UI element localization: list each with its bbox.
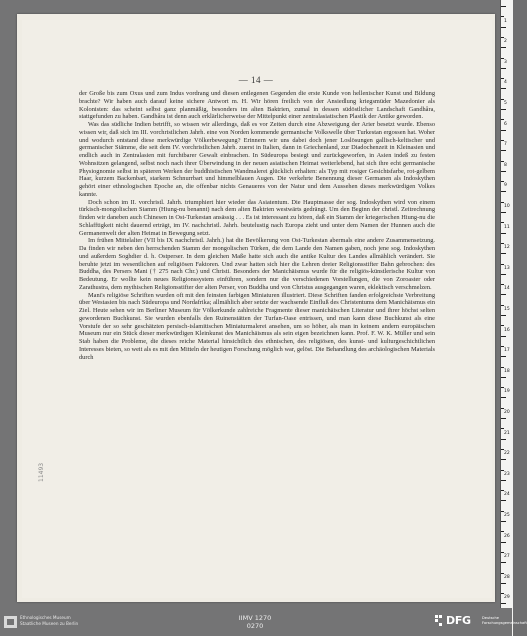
ruler-number: 18 bbox=[504, 368, 510, 374]
ruler-tick bbox=[501, 449, 504, 450]
ruler-tick bbox=[501, 68, 506, 69]
scale-ruler bbox=[500, 0, 513, 636]
ruler-tick bbox=[501, 377, 506, 378]
ruler-tick bbox=[501, 294, 506, 295]
ruler-number: 15 bbox=[504, 307, 510, 312]
ruler-tick bbox=[501, 161, 504, 162]
ruler-tick bbox=[501, 500, 506, 501]
ruler-number: 9 bbox=[504, 183, 507, 189]
ruler-tick bbox=[501, 480, 506, 481]
ruler-tick bbox=[501, 78, 504, 79]
paragraph-1: der Große bis zum Oxus und zum Indus vordrang und diesen entlegenen Gegenden die erste Kunde von hellenischer Kunst und Bildung brachte? Wir haben auch darauf keine sichere Antwort m. H. Wir hören freilich von der Ansiedlung kriegsmüder Mazedonier als Kolonisten: das scheint selbst ganz planmäßig, besonders im alten Baktrien, zumal in dessen südöstlicher Landschaft Gandhâra, stattgefunden zu haben. Gandhâra ist denn auch erklärlicherweise der Mittelpunkt einer zentralasiatischen Plastik der Antike geworden. bbox=[79, 90, 435, 121]
ruler-number: 4 bbox=[504, 80, 507, 86]
ruler-tick bbox=[501, 27, 506, 28]
ruler-tick bbox=[501, 284, 504, 285]
ruler-tick bbox=[501, 119, 504, 120]
ruler-number: 28 bbox=[504, 574, 510, 580]
ruler-tick bbox=[501, 222, 504, 223]
ruler-tick bbox=[501, 16, 504, 17]
ruler-number: 5 bbox=[504, 101, 507, 106]
dfg-logo bbox=[435, 612, 527, 632]
ruler-number: 29 bbox=[504, 595, 510, 601]
ruler-tick bbox=[501, 58, 504, 59]
ruler-tick bbox=[501, 212, 506, 213]
ruler-tick bbox=[501, 274, 506, 275]
ruler-tick bbox=[501, 47, 506, 48]
body-text bbox=[79, 90, 435, 608]
ruler-tick bbox=[501, 408, 504, 409]
ruler-tick bbox=[501, 99, 504, 100]
ruler-tick bbox=[501, 521, 506, 522]
ruler-tick bbox=[501, 253, 506, 254]
ruler-number: 23 bbox=[504, 471, 510, 477]
ruler-number: 22 bbox=[504, 451, 510, 457]
shelf-mark-main: IIMV 1270 bbox=[238, 614, 272, 622]
ruler-tick bbox=[501, 593, 504, 594]
museum-subname: Staatliche Museen zu Berlin bbox=[20, 621, 79, 626]
ruler-number: 11 bbox=[504, 224, 510, 230]
dfg-wordmark: DFG bbox=[446, 614, 471, 627]
ruler-number: 19 bbox=[504, 389, 510, 395]
shelf-mark bbox=[230, 614, 280, 630]
shelf-mark-sub: 0270 bbox=[246, 622, 264, 630]
dfg-logo-icon bbox=[435, 615, 444, 626]
ruler-number: 27 bbox=[504, 554, 510, 560]
museum-logo-icon bbox=[4, 616, 17, 628]
ruler-tick bbox=[501, 88, 506, 89]
ruler-tick bbox=[501, 233, 506, 234]
ruler-number: 12 bbox=[504, 245, 510, 251]
ruler-tick bbox=[501, 325, 504, 326]
ruler-tick bbox=[501, 439, 506, 440]
ruler-tick bbox=[501, 315, 506, 316]
ruler-number: 2 bbox=[504, 39, 507, 45]
pencil-annotation: 11493 bbox=[38, 462, 45, 482]
paragraph-5: Mani's religiöse Schriften wurden oft mit den feinsten farbigen Miniaturen illustriert. Diese Schriften fanden erfolgreichste Verbreitung über Westasien bis nach Südeuropa und Nordafrika; allmählich aber setzte der wachsende Einfluß des Christentums dem Manichäismus ein Ziel. Heute sehen wir im Berliner Museum für Völkerkunde zahlreiche Fragmente dieser manichäischen Literatur und ihrer höchst selten gewordenen Buchkunst. Sie wurden ebenfalls den Ruinenstätten der Turfan-Oase entrissen, und man kann diese Buchkunst als eine Vorstufe der so sehr geschätzten persisch-islamitischen Miniaturmalerei ansehen, um so höher, als man in keinem andern europäischen Museum nur ein Stück dieser merkwürdigen Kleinkunst des Manichäismus als sein eigen bezeichnen kann. Prof. F. W. K. Müller und sein Stab haben die Probleme, die dieses reiche Material hinsichtlich des ethnischen, des religiösen, des kunst- und kulturgeschichtlichen Interesses bieten, so weit als es mit den Mitteln der heutigen Forschung möglich war, gelöst. Die Behandlung des archäologischen Materials durch bbox=[79, 291, 435, 361]
ruler-number: 1 bbox=[504, 18, 507, 24]
ruler-number: 24 bbox=[504, 492, 510, 498]
ruler-tick bbox=[501, 6, 506, 7]
ruler-tick bbox=[501, 531, 504, 532]
ruler-tick bbox=[501, 583, 506, 584]
ruler-tick bbox=[501, 150, 506, 151]
ruler-tick bbox=[501, 418, 506, 419]
ruler-tick bbox=[501, 130, 506, 131]
ruler-tick bbox=[501, 490, 504, 491]
paragraph-3: Doch schon im II. vorchristl. Jahrh. triumphiert hier wieder das Asiatentum. Die Hauptmasse der sog. Indoskythen wird von einem türkisch-mongolischen Stamm (Hiung-nu benannt) nach dem alten Baktrien westwärts gedrängt. Um den Beginn der christl. Zeitrechnung finden wir daneben auch Chinesen in Ost-Turkestan ansässig . . . Es ist interessant zu hören, daß ein Stamm der kriegerischen Hiung-nu die Schlafftigkeit nicht dauernd erträgt, im IV. nachchristl. Jahrh. beutelustig nach Europa zieht und unter dem Namen der Hunnen auch die Germanenwelt der alten Heimat in Bewegung setzt. bbox=[79, 198, 435, 237]
dfg-name-line1: Deutsche bbox=[482, 616, 500, 620]
ruler-number: 6 bbox=[504, 121, 507, 127]
ruler-tick bbox=[501, 459, 506, 460]
page-number: — 14 — bbox=[238, 75, 274, 85]
museum-logo bbox=[4, 614, 124, 630]
ruler-tick bbox=[501, 171, 506, 172]
ruler-tick bbox=[501, 264, 504, 265]
ruler-tick bbox=[501, 542, 506, 543]
paragraph-4: Im frühen Mittelalter (VII bis IX nachchristl. Jahrh.) hat die Bevölkerung von Ost-Turkestan abermals eine andere Zusammensetzung. Da finden wir neben den herrschenden Stamm der mongolischen Türken, die dem Lande den Namen gaben, noch jene sog. Indoskythen und außerdem Soghdier d. h. Ostperser. In dem gleichen Maße hatte sich auch die antike Kultur des Landes allmählich verändert. Sie beruhte jetzt im wesentlichen auf religiösen Faktoren. Und zwar hatten sich hier die Lehren dreier Religionsstifter Bahn gebrochen: des Buddha, des Persers Mani († 275 nach Chr.) und Christi. Besonders der Manichäismus wurde für die religiös-künstlerische Kultur von Bedeutung. Er wollte kein neues Religionssystem einführen, sondern nur die verschiedenen Vorstellungen, die von Zoroaster oder Zarathustra, dem mythischen Religionsstifter der alten Perser, von Buddha und von Christus ausgegangen waren, eklektisch verschmelzen. bbox=[79, 237, 435, 291]
ruler-number: 20 bbox=[504, 410, 510, 415]
ruler-tick bbox=[501, 562, 506, 563]
ruler-tick bbox=[501, 552, 504, 553]
ruler-tick bbox=[501, 470, 504, 471]
dfg-name-line2: Forschungsgemeinschaft bbox=[482, 621, 527, 625]
ruler-tick bbox=[501, 202, 504, 203]
ruler-number: 21 bbox=[504, 430, 510, 436]
ruler-number: 7 bbox=[504, 142, 507, 148]
ruler-tick bbox=[501, 109, 506, 110]
ruler-tick bbox=[501, 181, 504, 182]
ruler-tick bbox=[501, 603, 506, 604]
ruler-number: 26 bbox=[504, 533, 510, 539]
paragraph-2: Was das südliche Indien betrifft, so wissen wir allerdings, daß es vor Zeiten durch eine Abzweigung der Arier besetzt wurde. Ebenso wissen wir, daß sich im III. vorchristlichen Jahrh. eine von Norden kommende germanische Volkswelle über Turkestan ergossen hat. Woher und wodurch entstand diese merkwürdige Völkerbewegung? Erinnern wir uns dabei doch jener Loslösungen gallisch-keltischer und germanischer Stämme, die seit dem IV. vorchristlichen Jahrh. zuerst in Italien, dann in Griechenland, zur Diadochenzeit in Kleinasien und endlich auch in Zentralasien mit furchtbarer Gewalt einbrachen. In Südeuropa besiegt und zurückgeworfen, in Asien indeß zu festen Wohnsitzen gelangend, selbst noch nach ihrer Überwindung in der neuen asiatischen Heimat weiterlebend, hat sich ihre echt germanische Physiognomie selbst in späteren Werken der buddhistischen Wandmalerei glücklich erhalten: als Typ mit rosiger Gesichtsfarbe, rot-gelbem Haar, kurzem Backenbart, starkem Schnurrbart und himmelblauen Augen. Die verkehrte Benennung dieser Germanen als Indoskythen gehört einer ethnologischen Epoche an, die offenbar nichts Genaueres von der Natur und dem Aussehen dieses merkwürdigen Volkes kannte. bbox=[79, 121, 435, 198]
ruler-tick bbox=[501, 367, 504, 368]
ruler-tick bbox=[501, 140, 504, 141]
ruler-tick bbox=[501, 191, 506, 192]
ruler-number: 8 bbox=[504, 162, 507, 168]
ruler-tick bbox=[501, 573, 504, 574]
ruler-tick bbox=[501, 428, 504, 429]
ruler-number: 13 bbox=[504, 265, 510, 271]
ruler-tick bbox=[501, 336, 506, 337]
ruler-tick bbox=[501, 397, 506, 398]
museum-name: Ethnologisches Museum bbox=[20, 615, 71, 620]
document-page bbox=[17, 14, 495, 602]
ruler-number: 25 bbox=[504, 513, 510, 518]
ruler-number: 16 bbox=[504, 327, 510, 333]
ruler-tick bbox=[501, 37, 504, 38]
ruler-number: 10 bbox=[504, 204, 510, 209]
ruler-number: 3 bbox=[504, 59, 507, 65]
ruler-tick bbox=[501, 356, 506, 357]
ruler-tick bbox=[501, 346, 504, 347]
ruler-number: 14 bbox=[504, 286, 510, 292]
ruler-number: 17 bbox=[504, 348, 510, 354]
ruler-tick bbox=[501, 305, 504, 306]
ruler-tick bbox=[501, 243, 504, 244]
ruler-tick bbox=[501, 511, 504, 512]
ruler-tick bbox=[501, 387, 504, 388]
